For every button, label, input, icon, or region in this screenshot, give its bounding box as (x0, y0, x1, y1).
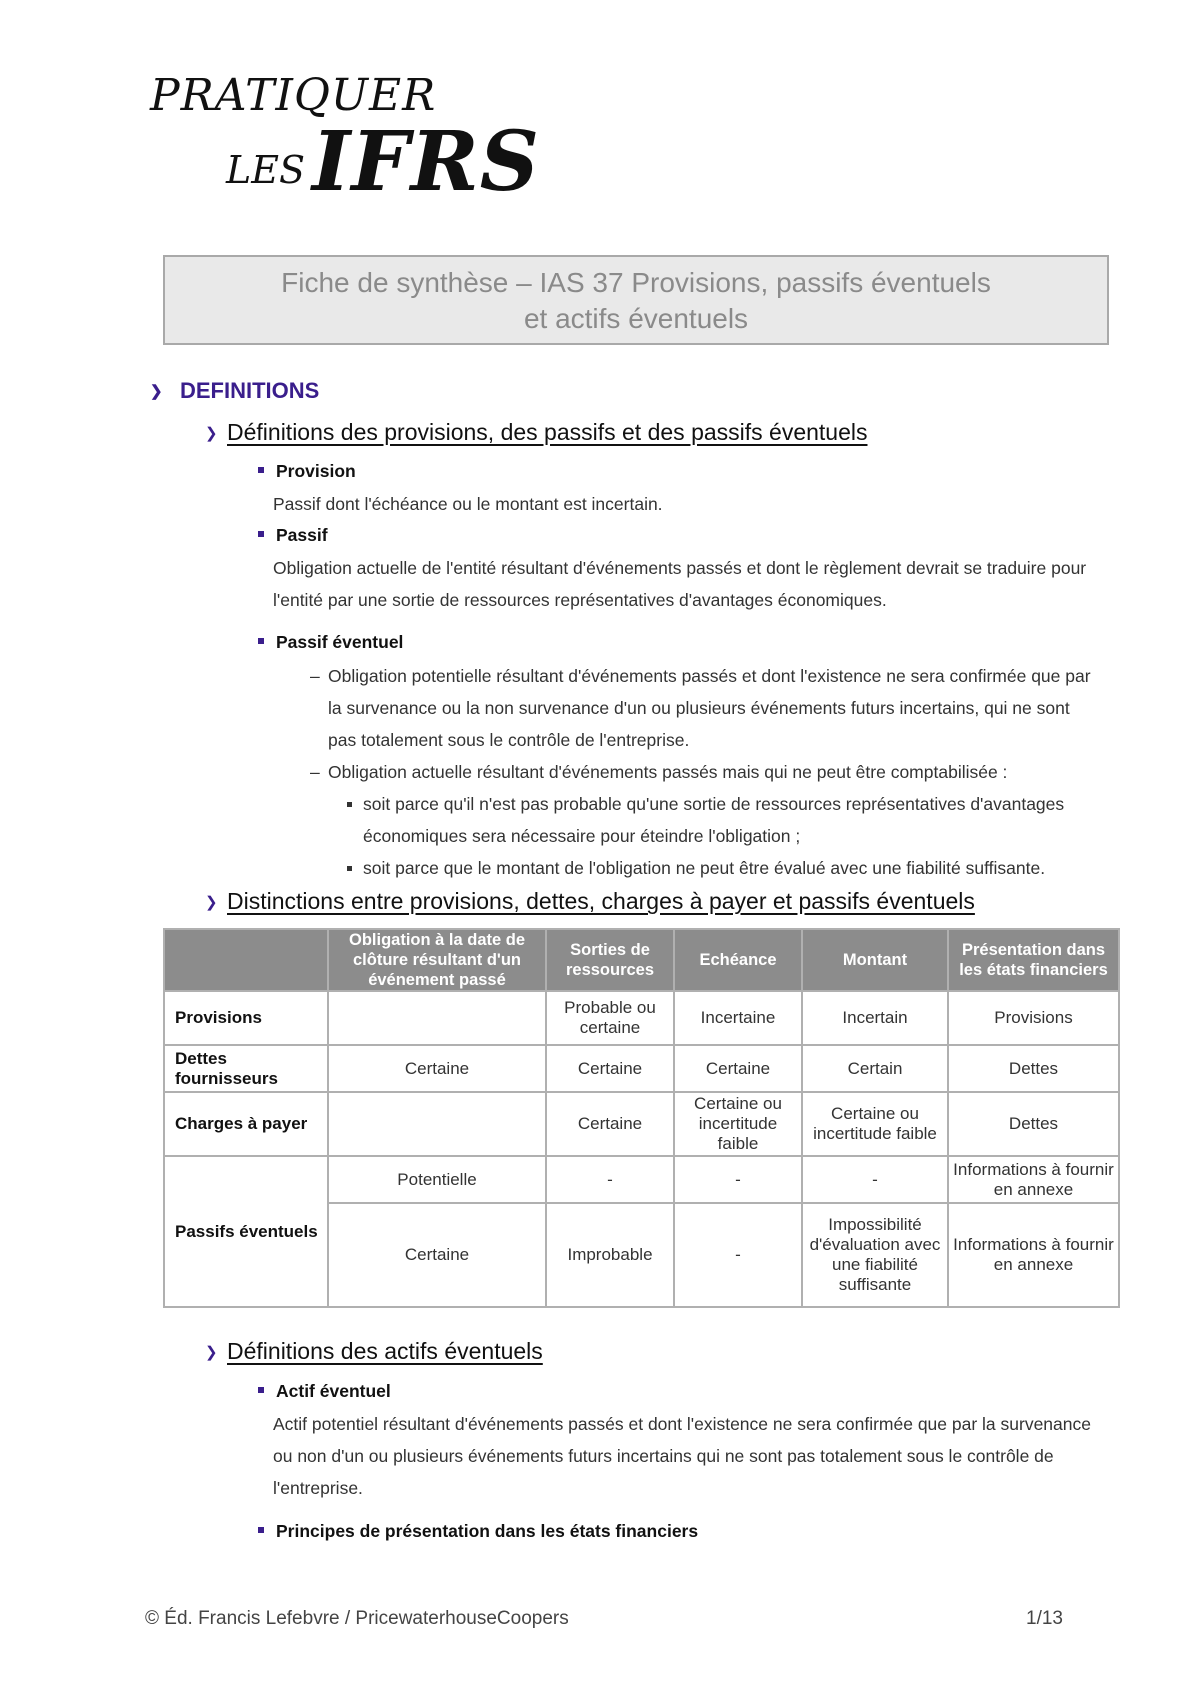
table-header-cell: Présentation dans les états financiers (948, 929, 1119, 991)
square-bullet-icon (258, 1527, 264, 1533)
def-provision (273, 488, 1133, 520)
table-header-cell: Sorties de ressources (546, 929, 674, 991)
section-heading (150, 378, 319, 404)
def-line: l'entité par une sortie de ressources représentatives d'avantages économiques. (273, 590, 887, 610)
bullet-line: économiques sera nécessaire pour éteindre l'obligation ; (363, 826, 801, 846)
bullet-dot-icon (347, 866, 352, 871)
title-line-1: Fiche de synthèse – IAS 37 Provisions, passifs éventuels (281, 267, 991, 298)
title-box (163, 255, 1109, 345)
subheading-text: Distinctions entre provisions, dettes, charges à payer et passifs éventuels (227, 888, 975, 914)
chevron-right-icon: ❯ (205, 894, 218, 911)
table-header-cell: Obligation à la date de clôture résultant d'un événement passé (328, 929, 546, 991)
term-label: Passif (276, 525, 328, 545)
table-cell: Potentielle (328, 1156, 546, 1203)
def-line: l'entreprise. (273, 1478, 363, 1498)
subheading-text: Définitions des actifs éventuels (227, 1338, 543, 1364)
table-row (164, 1092, 1119, 1156)
table-cell: Dettes (948, 1045, 1119, 1092)
table-cell: Certaine (546, 1045, 674, 1092)
dash-line: Obligation actuelle résultant d'événements passés mais qui ne peut être comptabilisée : (328, 762, 1008, 782)
table-cell: - (674, 1203, 802, 1307)
subheading-distinctions (205, 888, 975, 915)
term-label: Principes de présentation dans les états financiers (276, 1521, 699, 1541)
title-line-2: et actifs éventuels (523, 303, 749, 334)
chevron-right-icon: ❯ (205, 425, 218, 442)
table-header-cell: Echéance (674, 929, 802, 991)
row-header: Provisions (164, 991, 328, 1045)
table-cell: Certain (802, 1045, 948, 1092)
term-label: Passif éventuel (276, 632, 404, 652)
term-passif-eventuel (258, 632, 403, 653)
bullet-line: soit parce qu'il n'est pas probable qu'une sortie de ressources représentatives d'avantages (363, 794, 1065, 814)
section-heading-text: DEFINITIONS (180, 378, 320, 403)
dash-marker: – (310, 762, 320, 782)
def-actif-eventuel (273, 1408, 1133, 1504)
row-header: Passifs éventuels (164, 1156, 328, 1307)
bullet-dot-icon (347, 802, 352, 807)
logo-line-2b: IFRS (312, 114, 540, 210)
bullet-line: soit parce que le montant de l'obligation ne peut être évalué avec une fiabilité suffisante. (363, 858, 1046, 878)
table-cell: - (674, 1156, 802, 1203)
table-header-cell (164, 929, 328, 991)
table-cell: Certaine (674, 1045, 802, 1092)
table-cell: Certaine (546, 1092, 674, 1156)
logo-line-2a: LES (226, 148, 306, 192)
dash-item (310, 660, 1091, 756)
table-cell (328, 991, 546, 1045)
term-principes (258, 1521, 698, 1542)
table-cell: Informations à fournir en annexe (948, 1156, 1119, 1203)
logo-line-1: PRATIQUER (150, 70, 437, 121)
square-bullet-icon (258, 467, 264, 473)
table-cell: - (546, 1156, 674, 1203)
subheading-text: Définitions des provisions, des passifs et des passifs éventuels (227, 419, 868, 445)
def-line: Passif dont l'échéance ou le montant est incertain. (273, 494, 663, 514)
def-line: Obligation actuelle de l'entité résultant d'événements passés et dont le règlement devrait se traduire pour (273, 558, 1087, 578)
square-bullet-icon (258, 531, 264, 537)
chevron-right-icon: ❯ (205, 1344, 218, 1361)
table-header-row (164, 929, 1119, 991)
dash-line: Obligation potentielle résultant d'événements passés et dont l'existence ne sera confirmée que par (328, 666, 1091, 686)
table-cell: Dettes (948, 1092, 1119, 1156)
table-cell: Impossibilité d'évaluation avec une fiabilité suffisante (802, 1203, 948, 1307)
table-cell: Incertain (802, 991, 948, 1045)
dash-line: la survenance ou la non survenance d'un ou plusieurs événements futurs incertains, qui ne sont (328, 698, 1070, 718)
table-row (164, 991, 1119, 1045)
table-cell: Certaine ou incertitude faible (802, 1092, 948, 1156)
bullet-item (347, 852, 1045, 884)
subheading-actifs (205, 1338, 543, 1365)
table-cell: Certaine (328, 1045, 546, 1092)
table-cell: Incertaine (674, 991, 802, 1045)
square-bullet-icon (258, 1387, 264, 1393)
table-cell: Probable ou certaine (546, 991, 674, 1045)
dash-line: pas totalement sous le contrôle de l'entreprise. (328, 730, 690, 750)
table-header-cell: Montant (802, 929, 948, 991)
term-passif (258, 525, 328, 546)
subheading-provisions (205, 419, 868, 446)
row-header: Dettes fournisseurs (164, 1045, 328, 1092)
bullet-item (347, 788, 1064, 852)
table-cell: Certaine (328, 1203, 546, 1307)
chevron-right-icon: ❯ (150, 383, 163, 400)
table-cell: - (802, 1156, 948, 1203)
def-line: Actif potentiel résultant d'événements passés et dont l'existence ne sera confirmée que par la survenance (273, 1414, 1091, 1434)
def-passif (273, 552, 1133, 616)
def-line: ou non d'un ou plusieurs événements futurs incertains qui ne sont pas totalement sous le contrôle de (273, 1446, 1054, 1466)
table-cell: Improbable (546, 1203, 674, 1307)
table-cell: Provisions (948, 991, 1119, 1045)
row-header: Charges à payer (164, 1092, 328, 1156)
table-cell: Informations à fournir en annexe (948, 1203, 1119, 1307)
term-label: Actif éventuel (276, 1381, 391, 1401)
dash-item (310, 756, 1007, 788)
footer-copyright: © Éd. Francis Lefebvre / PricewaterhouseCoopers (145, 1608, 569, 1629)
distinctions-table (163, 928, 1120, 1308)
page-number: 1/13 (1026, 1608, 1063, 1629)
square-bullet-icon (258, 638, 264, 644)
table-row (164, 1156, 1119, 1203)
term-provision (258, 461, 356, 482)
term-actif-eventuel (258, 1381, 391, 1402)
term-label: Provision (276, 461, 356, 481)
table-cell (328, 1092, 546, 1156)
dash-marker: – (310, 666, 320, 686)
table-row (164, 1045, 1119, 1092)
table-cell: Certaine ou incertitude faible (674, 1092, 802, 1156)
